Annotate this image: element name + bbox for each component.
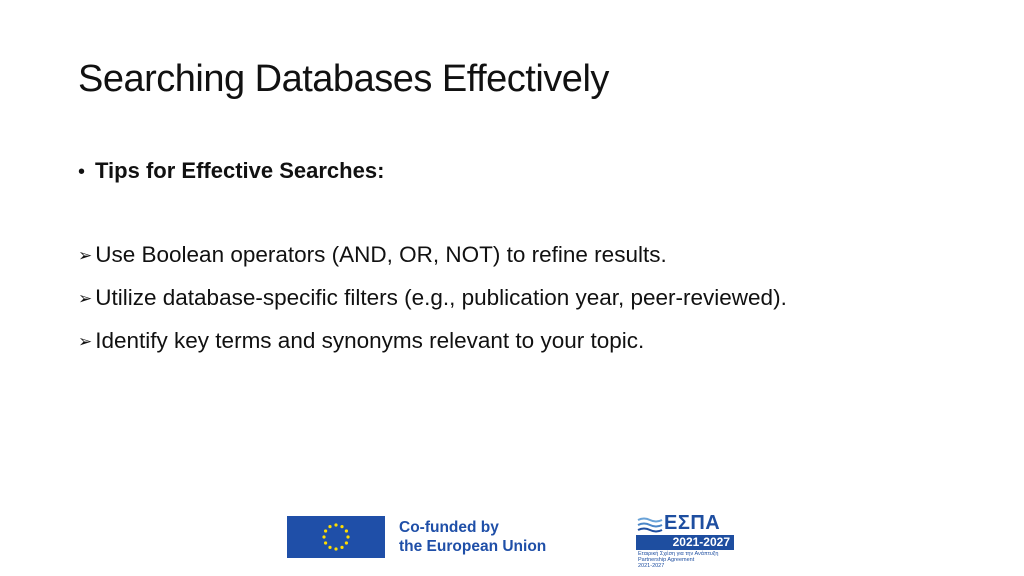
eu-logo-text [399, 518, 546, 556]
sub-bullet-list [78, 242, 787, 371]
arrow-bullet-icon: ➢ [78, 289, 93, 308]
espa-logo [636, 512, 738, 568]
espa-sub-line2: Partnership Agreement [638, 557, 695, 563]
espa-waves-icon [636, 516, 664, 534]
espa-word: ΕΣΠΑ [664, 512, 721, 534]
sub-bullet-item [78, 328, 787, 371]
arrow-bullet-icon: ➢ [78, 246, 93, 265]
espa-sub-line1: Εταιρική Σχέση για την Ανάπτυξη [638, 551, 719, 557]
sub-bullet-text: Use Boolean operators (AND, OR, NOT) to refine results. [95, 242, 667, 267]
espa-years: 2021-2027 [636, 535, 734, 550]
sub-bullet-text: Utilize database-specific filters (e.g., publication year, peer-reviewed). [95, 285, 787, 310]
eu-logo-line2: the European Union [399, 538, 547, 555]
sub-bullet-text: Identify key terms and synonyms relevant to your topic. [95, 328, 645, 353]
eu-cofunded-logo [287, 516, 546, 558]
bullet-item [78, 158, 384, 184]
espa-sub-line3: 2021-2027 [638, 563, 665, 569]
arrow-bullet-icon: ➢ [78, 332, 93, 351]
slide-title: Searching Databases Effectively [78, 58, 609, 100]
sub-bullet-item [78, 285, 787, 328]
bullet-marker: • [78, 161, 86, 183]
sub-bullet-item [78, 242, 787, 285]
bullet-heading: Tips for Effective Searches: [95, 158, 385, 183]
eu-logo-line1: Co-funded by [399, 519, 499, 536]
eu-flag-icon [287, 516, 385, 558]
espa-subtitle [638, 551, 718, 569]
